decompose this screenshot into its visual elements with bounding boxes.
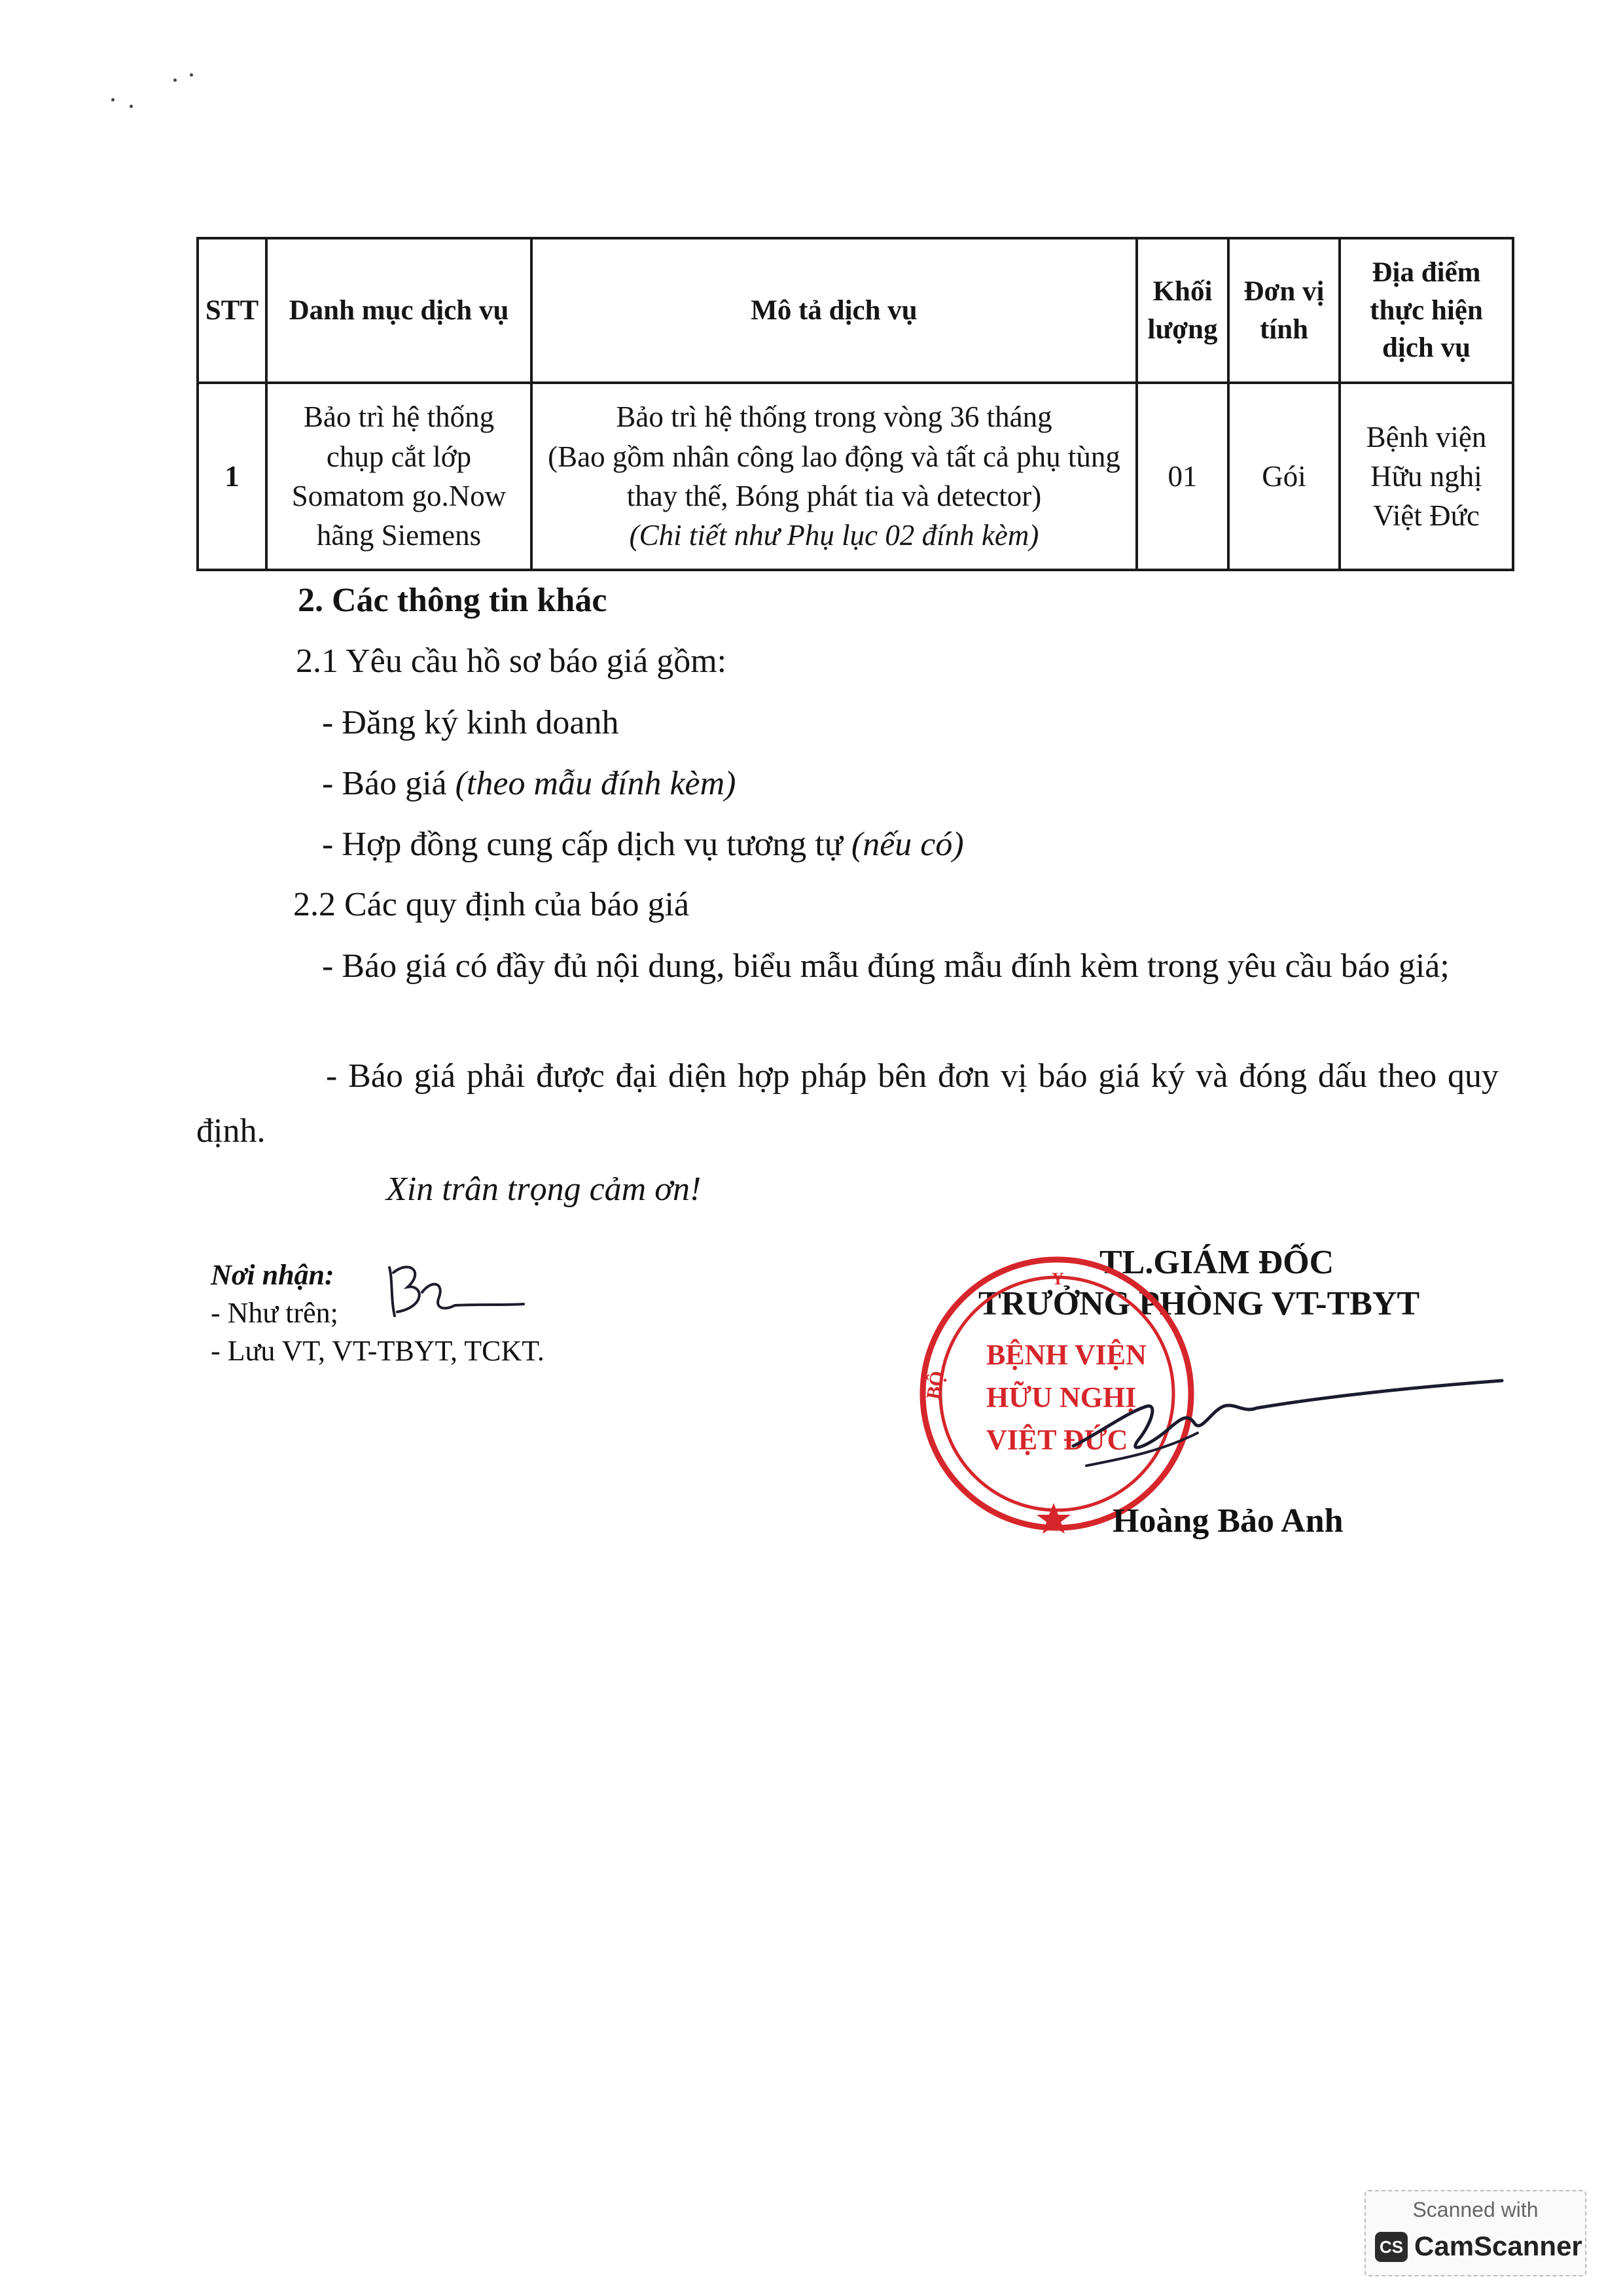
signature-title-2: TRƯỞNG PHÒNG VT-TBYT <box>978 1285 1420 1322</box>
description-note: (Chi tiết như Phụ lục 02 đính kèm) <box>629 519 1039 552</box>
requirement-item-2-note: (theo mẫu đính kèm) <box>455 765 736 802</box>
header-category: Danh mục dịch vụ <box>266 238 531 383</box>
badge-caption: Scanned with <box>1412 2198 1539 2221</box>
seal-left-text: BỘ <box>922 1369 949 1402</box>
camscanner-logo-icon: CS <box>1375 2232 1408 2262</box>
cell-description <box>531 383 1137 570</box>
requirement-item-2-text: - Báo giá <box>322 765 455 802</box>
seal-line-1: BỆNH VIỆN <box>986 1339 1147 1371</box>
header-unit: Đơn vị tính <box>1228 238 1340 383</box>
header-location: Địa điểm thực hiện dịch vụ <box>1340 238 1513 383</box>
camscanner-badge <box>1364 2190 1586 2276</box>
cell-quantity: 01 <box>1137 383 1228 570</box>
signer-name: Hoàng Bảo Anh <box>1113 1502 1344 1540</box>
header-quantity: Khối lượng <box>1137 238 1228 383</box>
subsection-2-1: 2.1 Yêu cầu hồ sơ báo giá gồm: <box>296 643 727 680</box>
scan-specks <box>98 59 229 118</box>
requirement-item-3-text: - Hợp đồng cung cấp dịch vụ tương tự <box>322 826 851 863</box>
requirement-item-3-note: (nếu có) <box>851 826 964 863</box>
badge-app-name: CamScanner <box>1414 2231 1582 2261</box>
seal-line-3: VIỆT ĐỨC <box>986 1424 1128 1456</box>
cell-category: Bảo trì hệ thống chụp cắt lớp Somatom go.Now hãng Siemens <box>266 383 531 570</box>
requirement-item-1: - Đăng ký kinh doanh <box>322 704 619 741</box>
service-table <box>196 237 1514 571</box>
handwritten-signature <box>1047 1361 1505 1492</box>
requirement-item-2 <box>322 762 736 805</box>
recipient-line-2: - Lưu VT, VT-TBYT, TCKT. <box>211 1335 544 1367</box>
description-line-2: (Bao gồm nhân công lao động và tất cả phụ tùng thay thế, Bóng phát tia và detector) <box>548 440 1120 512</box>
rule-1: - Báo giá có đầy đủ nội dung, biểu mẫu đúng mẫu đính kèm trong yêu cầu báo giá; <box>322 947 1450 985</box>
cell-stt: 1 <box>198 383 266 570</box>
header-description: Mô tả dịch vụ <box>531 238 1137 383</box>
section-heading: 2. Các thông tin khác <box>298 582 607 619</box>
description-line-1: Bảo trì hệ thống trong vòng 36 tháng <box>616 400 1052 434</box>
cell-location: Bệnh viện Hữu nghị Việt Đức <box>1340 383 1513 570</box>
header-stt: STT <box>198 238 266 383</box>
table-row <box>198 383 1513 570</box>
closing-thanks: Xin trân trọng cảm ơn! <box>386 1171 702 1208</box>
recipient-line-1: - Như trên; <box>211 1297 338 1329</box>
table-header-row <box>198 238 1513 383</box>
seal-top-text: Y <box>1052 1269 1064 1288</box>
subsection-2-2: 2.2 Các quy định của báo giá <box>293 886 690 923</box>
seal-line-2: HỮU NGHỊ <box>986 1381 1137 1413</box>
recipients-label: Nơi nhận: <box>211 1259 334 1291</box>
rule-2: - Báo giá phải được đại diện hợp pháp bên đơn vị báo giá ký và đóng dấu theo quy định. <box>196 1057 1499 1150</box>
initials-handwritten <box>383 1253 527 1325</box>
signature-title-1: TL.GIÁM ĐỐC <box>1099 1244 1334 1281</box>
requirement-item-3 <box>322 823 964 866</box>
cell-unit: Gói <box>1228 383 1340 570</box>
